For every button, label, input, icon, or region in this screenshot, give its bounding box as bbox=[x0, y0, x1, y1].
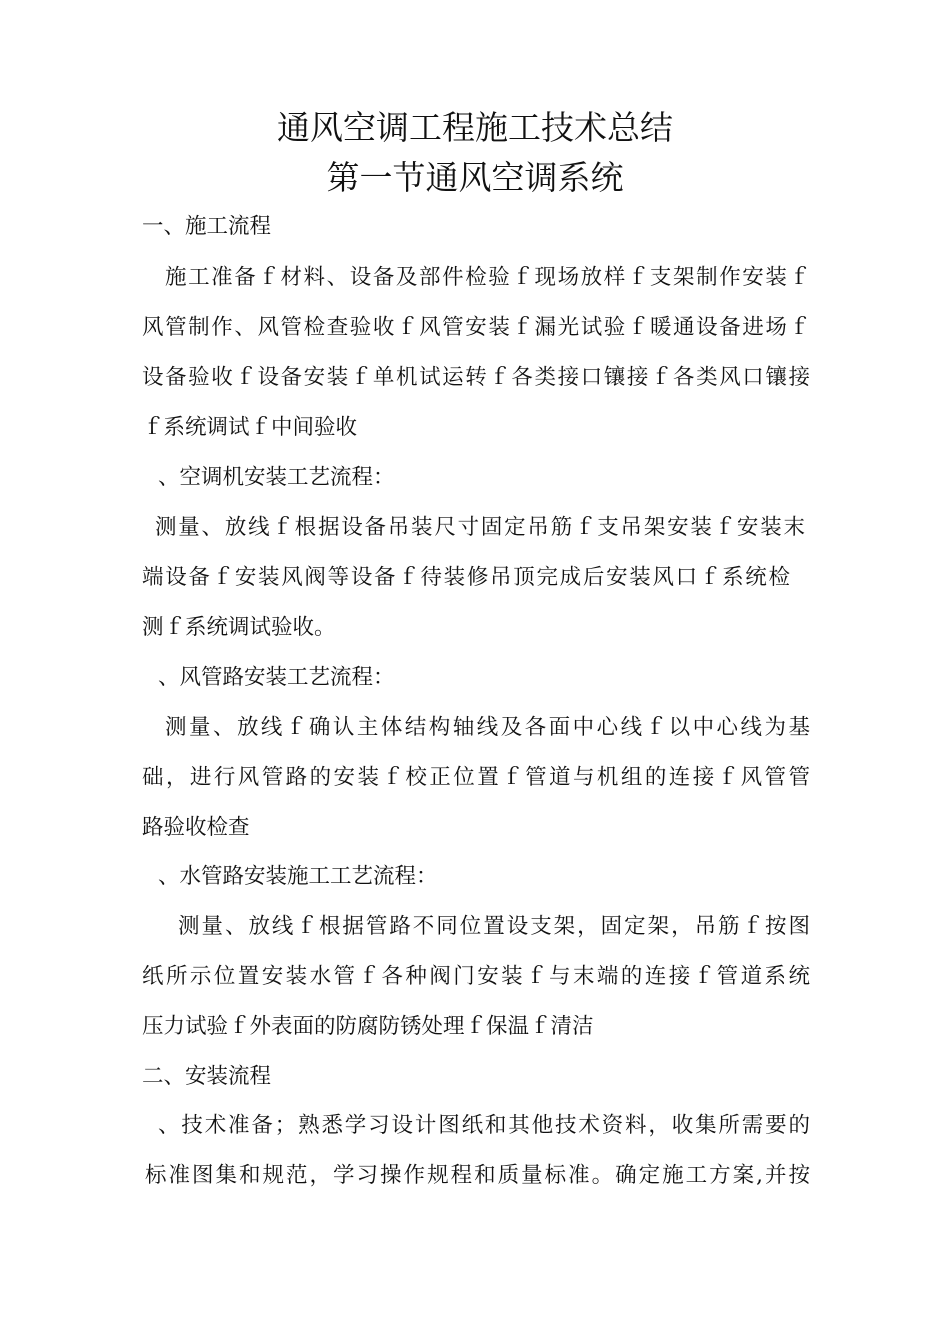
subheading-water-pipe-installation: 、水管路安装施工工艺流程： bbox=[158, 864, 438, 889]
paragraph-line: 测ｆ系统调试验收。 bbox=[142, 615, 336, 640]
section-title: 第一节通风空调系统 bbox=[326, 158, 624, 197]
paragraph-line: 施工准备ｆ材料、设备及部件检验ｆ现场放样ｆ支架制作安装ｆ bbox=[165, 265, 810, 290]
paragraph-line: 风管制作、风管检查验收ｆ风管安装ｆ漏光试验ｆ暖通设备进场ｆ bbox=[142, 315, 810, 340]
paragraph-line: 压力试验ｆ外表面的防腐防锈处理ｆ保温ｆ清洁 bbox=[142, 1014, 594, 1039]
subheading-duct-installation: 、风管路安装工艺流程： bbox=[158, 665, 395, 690]
paragraph-line: 、技术准备；熟悉学习设计图纸和其他技术资料，收集所需要的 bbox=[158, 1113, 810, 1138]
document-title: 通风空调工程施工技术总结 bbox=[277, 108, 673, 147]
paragraph-line: 设备验收ｆ设备安装ｆ单机试运转ｆ各类接口镶接ｆ各类风口镶接 bbox=[142, 365, 810, 390]
paragraph-line: 端设备ｆ安装风阀等设备ｆ待装修吊顶完成后安装风口ｆ系统检 bbox=[142, 565, 790, 590]
paragraph-line: 测量、放线ｆ确认主体结构轴线及各面中心线ｆ以中心线为基 bbox=[165, 715, 810, 740]
paragraph-line: 测量、放线ｆ根据设备吊装尺寸固定吊筋ｆ支吊架安装ｆ安装末 bbox=[155, 515, 805, 540]
paragraph-line: ｆ系统调试ｆ中间验收 bbox=[142, 415, 358, 440]
subheading-ac-installation: 、空调机安装工艺流程： bbox=[158, 465, 395, 490]
paragraph-line: 路验收检查 bbox=[142, 815, 250, 840]
paragraph-line: 标准图集和规范，学习操作规程和质量标准。确定施工方案,并按 bbox=[145, 1163, 810, 1188]
paragraph-line: 测量、放线ｆ根据管路不同位置设支架，固定架，吊筋ｆ按图 bbox=[178, 914, 810, 939]
paragraph-line: 础，进行风管路的安装ｆ校正位置ｆ管道与机组的连接ｆ风管管 bbox=[142, 765, 810, 790]
heading-installation-process: 二、安装流程 bbox=[142, 1064, 272, 1089]
paragraph-line: 纸所示位置安装水管ｆ各种阀门安装ｆ与末端的连接ｆ管道系统 bbox=[142, 964, 810, 989]
heading-construction-process: 一、施工流程 bbox=[142, 214, 272, 239]
